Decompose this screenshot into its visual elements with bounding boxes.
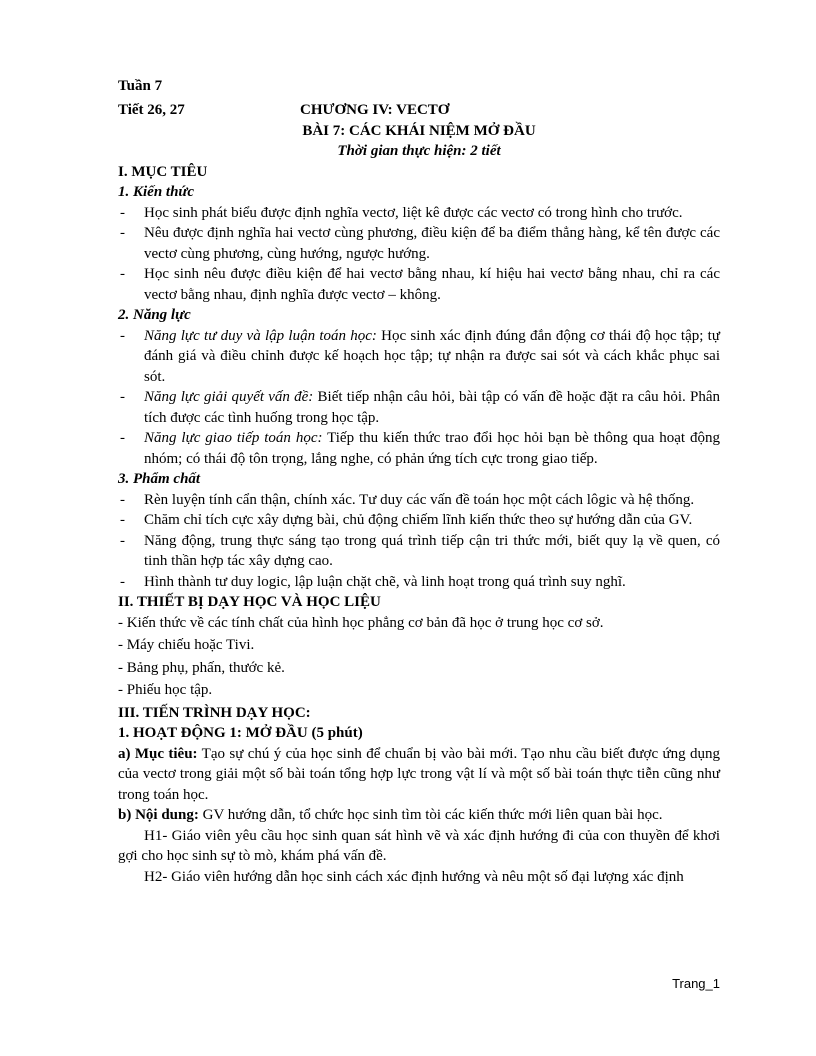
list-item: - Hình thành tư duy logic, lập luận chặt chẽ, và linh hoạt trong quá trình suy nghĩ. (118, 572, 720, 593)
activity-content (118, 805, 720, 826)
document-body (118, 76, 720, 887)
subheading-qualities: 3. Phẩm chất (118, 471, 201, 487)
list-item (118, 387, 720, 428)
list-item: - Học sinh nêu được điều kiện để hai vectơ bằng nhau, kí hiệu hai vectơ bằng nhau, chỉ ra các vectơ bằng nhau, định nghĩa được vectơ – không. (118, 264, 720, 305)
list-item: - Học sinh phát biểu được định nghĩa vectơ, liệt kê được các vectơ có trong hình cho trước. (118, 203, 720, 224)
content-label: b) Nội dung: (118, 807, 199, 823)
chapter-title: CHƯƠNG IV: VECTƠ (300, 101, 450, 118)
activity-step-h2: H2- Giáo viên hướng dẫn học sinh cách xác định hướng và nêu một số đại lượng xác định (144, 868, 684, 885)
section-heading-procedure: III. TIẾN TRÌNH DẠY HỌC: (118, 704, 311, 721)
equipment-item: - Máy chiếu hoặc Tivi. (118, 637, 255, 653)
competence-label: Năng lực tư duy và lập luận toán học: (144, 327, 377, 344)
lesson-header-row (118, 100, 720, 121)
content-text: GV hướng dẫn, tổ chức học sinh tìm tòi các kiến thức mới liên quan bài học. (198, 807, 663, 823)
competence-text: Biết tiếp nhận câu hỏi, bài tập có vấn đề hoặc đặt ra câu hỏi. Phân tích được các tình huống trong học tập. (144, 389, 721, 426)
equipment-item: - Phiếu học tập. (118, 682, 213, 698)
list-item: - Chăm chỉ tích cực xây dựng bài, chủ động chiếm lĩnh kiến thức theo sự hướng dẫn của GV. (118, 510, 720, 531)
activity-heading: 1. HOẠT ĐỘNG 1: MỞ ĐẦU (5 phút) (118, 725, 363, 741)
goal-text: Tạo sự chú ý của học sinh để chuẩn bị vào bài mới. Tạo nhu cầu biết được ứng dụng của vectơ trong giải một số bài toán tổng hợp lực trong vật lí và một số bài toán thực tiễn cũng như trong toán học. (118, 745, 721, 803)
subheading-competence: 2. Năng lực (118, 307, 191, 323)
section-heading-objectives: I. MỤC TIÊU (118, 163, 208, 180)
competence-text: Học sinh xác định đúng đắn động cơ thái độ học tập; tự đánh giá và điều chỉnh được kế hoạch học tập; tự nhận ra được sai sót và cách khắc phục sai sót. (144, 327, 720, 385)
competence-label: Năng lực giao tiếp toán học: (144, 430, 323, 446)
knowledge-list (118, 203, 720, 306)
equipment-item: - Bảng phụ, phấn, thước kẻ. (118, 659, 285, 676)
section-heading-equipment: II. THIẾT BỊ DẠY HỌC VÀ HỌC LIỆU (118, 594, 381, 610)
list-item: - Nêu được định nghĩa hai vectơ cùng phương, điều kiện để ba điểm thẳng hàng, kể tên được các vectơ cùng phương, cùng hướng, ngược hướng. (118, 223, 720, 264)
lesson-periods: Tiết 26, 27 (118, 101, 185, 118)
competence-list (118, 326, 720, 470)
list-item: - Năng động, trung thực sáng tạo trong quá trình tiếp cận tri thức mới, biết quy lạ về quen, có tinh thần hợp tác xây dựng cao. (118, 531, 720, 572)
list-item (118, 428, 720, 469)
goal-label: a) Mục tiêu: (118, 745, 198, 762)
list-item: - Rèn luyện tính cẩn thận, chính xác. Tư duy các vấn đề toán học một cách lôgic và hệ thống. (118, 490, 720, 511)
activity-goal (118, 744, 720, 806)
week-label: Tuần 7 (118, 78, 163, 94)
page-number: Trang_1 (672, 976, 720, 991)
activity-step-h1: H1- Giáo viên yêu cầu học sinh quan sát hình vẽ và xác định hướng đi của con thuyền để khơi gợi cho học sinh sự tò mò, khám phá vấn đề. (118, 827, 720, 864)
competence-text: Tiếp thu kiến thức trao đổi học hỏi bạn bè thông qua hoạt động nhóm; có thái độ tôn trọng, lắng nghe, có phản ứng tích cực trong giao tiếp. (144, 430, 720, 467)
equipment-item: - Kiến thức về các tính chất của hình học phẳng cơ bản đã học ở trung học cơ sở. (118, 614, 604, 631)
competence-label: Năng lực giải quyết vấn đề: (144, 389, 314, 405)
lesson-title: BÀI 7: CÁC KHÁI NIỆM MỞ ĐẦU (302, 122, 536, 139)
qualities-list (118, 490, 720, 593)
subheading-knowledge: 1. Kiến thức (118, 184, 195, 200)
list-item (118, 326, 720, 388)
lesson-duration: Thời gian thực hiện: 2 tiết (337, 143, 501, 159)
